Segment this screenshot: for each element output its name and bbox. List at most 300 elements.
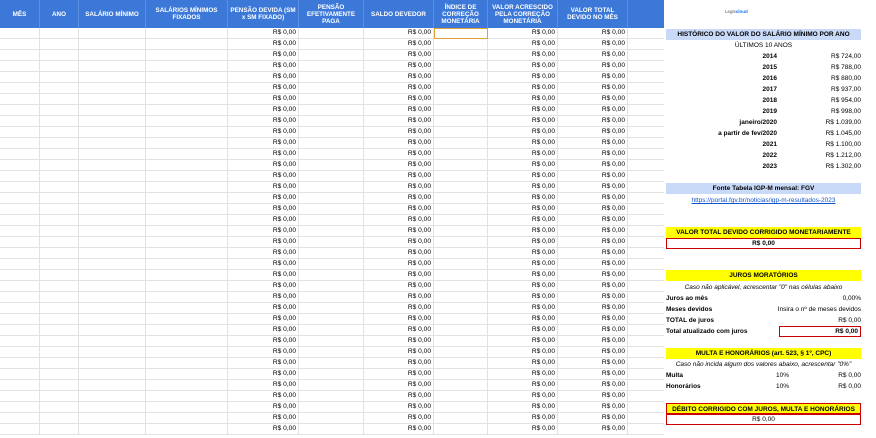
cell-saldo_devedor[interactable]: R$ 0,00 <box>364 72 434 83</box>
cell-valor_acrescido[interactable]: R$ 0,00 <box>488 28 558 39</box>
cell-valor_total[interactable]: R$ 0,00 <box>558 237 628 248</box>
cell-valor_acrescido[interactable]: R$ 0,00 <box>488 358 558 369</box>
cell-indice[interactable] <box>434 72 488 83</box>
cell-indice[interactable] <box>434 292 488 303</box>
cell-mes[interactable] <box>0 127 40 138</box>
cell-indice[interactable] <box>434 116 488 127</box>
cell-valor_acrescido[interactable]: R$ 0,00 <box>488 61 558 72</box>
cell-salario_minimo[interactable] <box>79 237 146 248</box>
valor-total-value[interactable]: R$ 0,00 <box>666 238 861 249</box>
cell-valor_total[interactable]: R$ 0,00 <box>558 138 628 149</box>
cell-indice[interactable] <box>434 171 488 182</box>
cell-mes[interactable] <box>0 336 40 347</box>
cell-pensao_paga[interactable] <box>299 116 364 127</box>
cell-pensao_devida[interactable]: R$ 0,00 <box>228 72 299 83</box>
cell-valor_acrescido[interactable]: R$ 0,00 <box>488 138 558 149</box>
cell-ano[interactable] <box>40 402 79 413</box>
cell-salario_minimo[interactable] <box>79 248 146 259</box>
cell-mes[interactable] <box>0 303 40 314</box>
cell-saldo_devedor[interactable]: R$ 0,00 <box>364 160 434 171</box>
cell-valor_total[interactable]: R$ 0,00 <box>558 160 628 171</box>
multa-pct[interactable]: 10% <box>776 372 790 379</box>
cell-salarios_fixados[interactable] <box>146 226 228 237</box>
cell-pensao_paga[interactable] <box>299 149 364 160</box>
cell-mes[interactable] <box>0 424 40 435</box>
header-ano[interactable]: ANO <box>40 0 79 28</box>
cell-mes[interactable] <box>0 270 40 281</box>
cell-valor_total[interactable]: R$ 0,00 <box>558 336 628 347</box>
cell-ano[interactable] <box>40 127 79 138</box>
cell-salario_minimo[interactable] <box>79 83 146 94</box>
cell-valor_acrescido[interactable]: R$ 0,00 <box>488 402 558 413</box>
cell-pensao_devida[interactable]: R$ 0,00 <box>228 281 299 292</box>
cell-indice[interactable] <box>434 347 488 358</box>
cell-valor_total[interactable]: R$ 0,00 <box>558 193 628 204</box>
cell-salarios_fixados[interactable] <box>146 160 228 171</box>
cell-pensao_devida[interactable]: R$ 0,00 <box>228 127 299 138</box>
cell-valor_acrescido[interactable]: R$ 0,00 <box>488 116 558 127</box>
cell-salarios_fixados[interactable] <box>146 61 228 72</box>
cell-pensao_paga[interactable] <box>299 303 364 314</box>
cell-salario_minimo[interactable] <box>79 292 146 303</box>
cell-mes[interactable] <box>0 380 40 391</box>
cell-indice[interactable] <box>434 358 488 369</box>
cell-pensao_devida[interactable]: R$ 0,00 <box>228 182 299 193</box>
cell-ano[interactable] <box>40 413 79 424</box>
cell-mes[interactable] <box>0 61 40 72</box>
cell-ano[interactable] <box>40 215 79 226</box>
cell-ano[interactable] <box>40 171 79 182</box>
cell-saldo_devedor[interactable]: R$ 0,00 <box>364 292 434 303</box>
cell-mes[interactable] <box>0 413 40 424</box>
cell-salarios_fixados[interactable] <box>146 325 228 336</box>
cell-valor_acrescido[interactable]: R$ 0,00 <box>488 105 558 116</box>
cell-salarios_fixados[interactable] <box>146 336 228 347</box>
cell-salarios_fixados[interactable] <box>146 270 228 281</box>
cell-indice[interactable] <box>434 270 488 281</box>
cell-salario_minimo[interactable] <box>79 424 146 435</box>
cell-salario_minimo[interactable] <box>79 127 146 138</box>
cell-indice[interactable] <box>434 28 488 39</box>
cell-saldo_devedor[interactable]: R$ 0,00 <box>364 138 434 149</box>
cell-salario_minimo[interactable] <box>79 61 146 72</box>
debito-value[interactable]: R$ 0,00 <box>666 414 861 425</box>
cell-valor_acrescido[interactable]: R$ 0,00 <box>488 270 558 281</box>
cell-valor_total[interactable]: R$ 0,00 <box>558 358 628 369</box>
cell-pensao_paga[interactable] <box>299 160 364 171</box>
cell-valor_total[interactable]: R$ 0,00 <box>558 292 628 303</box>
cell-saldo_devedor[interactable]: R$ 0,00 <box>364 336 434 347</box>
cell-pensao_devida[interactable]: R$ 0,00 <box>228 369 299 380</box>
cell-pensao_paga[interactable] <box>299 369 364 380</box>
cell-valor_total[interactable]: R$ 0,00 <box>558 61 628 72</box>
cell-salarios_fixados[interactable] <box>146 259 228 270</box>
cell-valor_acrescido[interactable]: R$ 0,00 <box>488 336 558 347</box>
cell-valor_total[interactable]: R$ 0,00 <box>558 402 628 413</box>
cell-indice[interactable] <box>434 325 488 336</box>
cell-indice[interactable] <box>434 314 488 325</box>
cell-indice[interactable] <box>434 138 488 149</box>
cell-mes[interactable] <box>0 292 40 303</box>
juros-mes-value[interactable]: 0,00% <box>842 295 861 302</box>
cell-valor_acrescido[interactable]: R$ 0,00 <box>488 237 558 248</box>
cell-salario_minimo[interactable] <box>79 215 146 226</box>
cell-salarios_fixados[interactable] <box>146 303 228 314</box>
cell-mes[interactable] <box>0 28 40 39</box>
cell-valor_acrescido[interactable]: R$ 0,00 <box>488 50 558 61</box>
cell-pensao_devida[interactable]: R$ 0,00 <box>228 160 299 171</box>
cell-indice[interactable] <box>434 402 488 413</box>
cell-valor_total[interactable]: R$ 0,00 <box>558 424 628 435</box>
cell-salario_minimo[interactable] <box>79 303 146 314</box>
cell-saldo_devedor[interactable]: R$ 0,00 <box>364 303 434 314</box>
cell-salarios_fixados[interactable] <box>146 182 228 193</box>
cell-saldo_devedor[interactable]: R$ 0,00 <box>364 413 434 424</box>
cell-ano[interactable] <box>40 138 79 149</box>
cell-saldo_devedor[interactable]: R$ 0,00 <box>364 215 434 226</box>
cell-salario_minimo[interactable] <box>79 336 146 347</box>
cell-valor_acrescido[interactable]: R$ 0,00 <box>488 380 558 391</box>
cell-valor_total[interactable]: R$ 0,00 <box>558 325 628 336</box>
cell-ano[interactable] <box>40 336 79 347</box>
cell-valor_total[interactable]: R$ 0,00 <box>558 270 628 281</box>
cell-valor_acrescido[interactable]: R$ 0,00 <box>488 72 558 83</box>
cell-saldo_devedor[interactable]: R$ 0,00 <box>364 259 434 270</box>
cell-indice[interactable] <box>434 105 488 116</box>
cell-ano[interactable] <box>40 72 79 83</box>
cell-salario_minimo[interactable] <box>79 270 146 281</box>
cell-indice[interactable] <box>434 94 488 105</box>
cell-valor_total[interactable]: R$ 0,00 <box>558 281 628 292</box>
header-pensao-devida[interactable]: PENSÃO DEVIDA (SM x SM FIXADO) <box>228 0 299 28</box>
cell-mes[interactable] <box>0 226 40 237</box>
header-mes[interactable]: MÊS <box>0 0 40 28</box>
cell-mes[interactable] <box>0 281 40 292</box>
cell-salarios_fixados[interactable] <box>146 171 228 182</box>
cell-valor_total[interactable]: R$ 0,00 <box>558 204 628 215</box>
total-juros-value[interactable]: R$ 0,00 <box>838 317 861 324</box>
cell-saldo_devedor[interactable]: R$ 0,00 <box>364 226 434 237</box>
cell-pensao_devida[interactable]: R$ 0,00 <box>228 248 299 259</box>
cell-saldo_devedor[interactable]: R$ 0,00 <box>364 237 434 248</box>
cell-ano[interactable] <box>40 149 79 160</box>
cell-salarios_fixados[interactable] <box>146 127 228 138</box>
cell-valor_acrescido[interactable]: R$ 0,00 <box>488 39 558 50</box>
cell-ano[interactable] <box>40 204 79 215</box>
header-saldo-devedor[interactable]: SALDO DEVEDOR <box>364 0 434 28</box>
cell-salarios_fixados[interactable] <box>146 149 228 160</box>
cell-ano[interactable] <box>40 28 79 39</box>
cell-salarios_fixados[interactable] <box>146 424 228 435</box>
cell-indice[interactable] <box>434 369 488 380</box>
header-valor-total[interactable]: VALOR TOTAL DEVIDO NO MÊS <box>558 0 628 28</box>
cell-saldo_devedor[interactable]: R$ 0,00 <box>364 391 434 402</box>
cell-salario_minimo[interactable] <box>79 369 146 380</box>
cell-valor_total[interactable]: R$ 0,00 <box>558 28 628 39</box>
cell-salarios_fixados[interactable] <box>146 281 228 292</box>
cell-salarios_fixados[interactable] <box>146 94 228 105</box>
cell-mes[interactable] <box>0 248 40 259</box>
cell-ano[interactable] <box>40 325 79 336</box>
cell-pensao_paga[interactable] <box>299 237 364 248</box>
cell-mes[interactable] <box>0 105 40 116</box>
cell-salario_minimo[interactable] <box>79 182 146 193</box>
cell-valor_total[interactable]: R$ 0,00 <box>558 226 628 237</box>
cell-indice[interactable] <box>434 424 488 435</box>
cell-ano[interactable] <box>40 50 79 61</box>
cell-salario_minimo[interactable] <box>79 28 146 39</box>
cell-salarios_fixados[interactable] <box>146 369 228 380</box>
cell-valor_total[interactable]: R$ 0,00 <box>558 369 628 380</box>
cell-ano[interactable] <box>40 270 79 281</box>
cell-valor_acrescido[interactable]: R$ 0,00 <box>488 83 558 94</box>
cell-mes[interactable] <box>0 171 40 182</box>
cell-mes[interactable] <box>0 138 40 149</box>
cell-saldo_devedor[interactable]: R$ 0,00 <box>364 270 434 281</box>
cell-indice[interactable] <box>434 204 488 215</box>
cell-pensao_devida[interactable]: R$ 0,00 <box>228 391 299 402</box>
cell-indice[interactable] <box>434 281 488 292</box>
cell-mes[interactable] <box>0 116 40 127</box>
cell-pensao_devida[interactable]: R$ 0,00 <box>228 28 299 39</box>
cell-saldo_devedor[interactable]: R$ 0,00 <box>364 325 434 336</box>
cell-pensao_paga[interactable] <box>299 61 364 72</box>
cell-salario_minimo[interactable] <box>79 193 146 204</box>
cell-mes[interactable] <box>0 182 40 193</box>
cell-valor_acrescido[interactable]: R$ 0,00 <box>488 226 558 237</box>
cell-valor_acrescido[interactable]: R$ 0,00 <box>488 347 558 358</box>
cell-ano[interactable] <box>40 39 79 50</box>
cell-indice[interactable] <box>434 303 488 314</box>
cell-saldo_devedor[interactable]: R$ 0,00 <box>364 61 434 72</box>
cell-mes[interactable] <box>0 193 40 204</box>
cell-salarios_fixados[interactable] <box>146 138 228 149</box>
cell-pensao_paga[interactable] <box>299 226 364 237</box>
cell-salarios_fixados[interactable] <box>146 391 228 402</box>
cell-pensao_paga[interactable] <box>299 424 364 435</box>
cell-pensao_paga[interactable] <box>299 105 364 116</box>
cell-pensao_paga[interactable] <box>299 28 364 39</box>
cell-indice[interactable] <box>434 160 488 171</box>
cell-saldo_devedor[interactable]: R$ 0,00 <box>364 369 434 380</box>
cell-ano[interactable] <box>40 182 79 193</box>
cell-pensao_devida[interactable]: R$ 0,00 <box>228 270 299 281</box>
cell-pensao_devida[interactable]: R$ 0,00 <box>228 424 299 435</box>
honorarios-value[interactable]: R$ 0,00 <box>838 383 861 390</box>
cell-pensao_devida[interactable]: R$ 0,00 <box>228 215 299 226</box>
cell-pensao_paga[interactable] <box>299 138 364 149</box>
cell-salario_minimo[interactable] <box>79 402 146 413</box>
cell-ano[interactable] <box>40 314 79 325</box>
cell-salarios_fixados[interactable] <box>146 292 228 303</box>
cell-mes[interactable] <box>0 402 40 413</box>
cell-salario_minimo[interactable] <box>79 39 146 50</box>
cell-valor_total[interactable]: R$ 0,00 <box>558 314 628 325</box>
cell-pensao_devida[interactable]: R$ 0,00 <box>228 193 299 204</box>
cell-valor_acrescido[interactable]: R$ 0,00 <box>488 325 558 336</box>
cell-mes[interactable] <box>0 369 40 380</box>
cell-saldo_devedor[interactable]: R$ 0,00 <box>364 248 434 259</box>
cell-mes[interactable] <box>0 358 40 369</box>
cell-saldo_devedor[interactable]: R$ 0,00 <box>364 94 434 105</box>
cell-pensao_devida[interactable]: R$ 0,00 <box>228 380 299 391</box>
cell-salario_minimo[interactable] <box>79 149 146 160</box>
cell-mes[interactable] <box>0 391 40 402</box>
cell-ano[interactable] <box>40 248 79 259</box>
cell-valor_total[interactable]: R$ 0,00 <box>558 259 628 270</box>
cell-ano[interactable] <box>40 391 79 402</box>
cell-valor_acrescido[interactable]: R$ 0,00 <box>488 215 558 226</box>
cell-pensao_paga[interactable] <box>299 292 364 303</box>
cell-salarios_fixados[interactable] <box>146 83 228 94</box>
cell-pensao_devida[interactable]: R$ 0,00 <box>228 171 299 182</box>
cell-pensao_paga[interactable] <box>299 127 364 138</box>
honorarios-pct[interactable]: 10% <box>776 383 790 390</box>
cell-valor_total[interactable]: R$ 0,00 <box>558 50 628 61</box>
cell-valor_total[interactable]: R$ 0,00 <box>558 171 628 182</box>
cell-mes[interactable] <box>0 314 40 325</box>
cell-mes[interactable] <box>0 347 40 358</box>
cell-salario_minimo[interactable] <box>79 380 146 391</box>
cell-ano[interactable] <box>40 61 79 72</box>
cell-mes[interactable] <box>0 237 40 248</box>
cell-valor_acrescido[interactable]: R$ 0,00 <box>488 259 558 270</box>
cell-pensao_paga[interactable] <box>299 39 364 50</box>
cell-pensao_devida[interactable]: R$ 0,00 <box>228 358 299 369</box>
multa-value[interactable]: R$ 0,00 <box>838 372 861 379</box>
cell-valor_total[interactable]: R$ 0,00 <box>558 391 628 402</box>
cell-ano[interactable] <box>40 83 79 94</box>
cell-pensao_devida[interactable]: R$ 0,00 <box>228 413 299 424</box>
cell-salarios_fixados[interactable] <box>146 402 228 413</box>
cell-ano[interactable] <box>40 259 79 270</box>
cell-valor_total[interactable]: R$ 0,00 <box>558 413 628 424</box>
meses-value[interactable]: Insira o nº de meses devidos <box>777 306 861 313</box>
cell-pensao_devida[interactable]: R$ 0,00 <box>228 116 299 127</box>
cell-valor_acrescido[interactable]: R$ 0,00 <box>488 149 558 160</box>
cell-pensao_devida[interactable]: R$ 0,00 <box>228 336 299 347</box>
cell-ano[interactable] <box>40 424 79 435</box>
cell-salario_minimo[interactable] <box>79 259 146 270</box>
cell-mes[interactable] <box>0 325 40 336</box>
cell-salario_minimo[interactable] <box>79 325 146 336</box>
atualizado-value[interactable]: R$ 0,00 <box>779 326 861 337</box>
cell-saldo_devedor[interactable]: R$ 0,00 <box>364 193 434 204</box>
cell-saldo_devedor[interactable]: R$ 0,00 <box>364 380 434 391</box>
cell-mes[interactable] <box>0 39 40 50</box>
cell-valor_acrescido[interactable]: R$ 0,00 <box>488 248 558 259</box>
cell-ano[interactable] <box>40 369 79 380</box>
cell-pensao_devida[interactable]: R$ 0,00 <box>228 204 299 215</box>
cell-salarios_fixados[interactable] <box>146 116 228 127</box>
cell-valor_acrescido[interactable]: R$ 0,00 <box>488 303 558 314</box>
cell-pensao_paga[interactable] <box>299 281 364 292</box>
cell-valor_acrescido[interactable]: R$ 0,00 <box>488 292 558 303</box>
cell-salarios_fixados[interactable] <box>146 347 228 358</box>
cell-pensao_devida[interactable]: R$ 0,00 <box>228 314 299 325</box>
cell-indice[interactable] <box>434 50 488 61</box>
cell-valor_total[interactable]: R$ 0,00 <box>558 72 628 83</box>
cell-valor_total[interactable]: R$ 0,00 <box>558 380 628 391</box>
cell-ano[interactable] <box>40 347 79 358</box>
cell-pensao_paga[interactable] <box>299 402 364 413</box>
header-salario-minimo[interactable]: SALÁRIO MÍNIMO <box>79 0 146 28</box>
cell-salario_minimo[interactable] <box>79 358 146 369</box>
cell-ano[interactable] <box>40 193 79 204</box>
cell-valor_total[interactable]: R$ 0,00 <box>558 127 628 138</box>
cell-saldo_devedor[interactable]: R$ 0,00 <box>364 281 434 292</box>
cell-valor_total[interactable]: R$ 0,00 <box>558 94 628 105</box>
cell-pensao_devida[interactable]: R$ 0,00 <box>228 226 299 237</box>
cell-valor_total[interactable]: R$ 0,00 <box>558 116 628 127</box>
cell-pensao_devida[interactable]: R$ 0,00 <box>228 292 299 303</box>
cell-salarios_fixados[interactable] <box>146 380 228 391</box>
cell-salarios_fixados[interactable] <box>146 215 228 226</box>
cell-valor_acrescido[interactable]: R$ 0,00 <box>488 314 558 325</box>
cell-ano[interactable] <box>40 292 79 303</box>
cell-pensao_paga[interactable] <box>299 215 364 226</box>
cell-pensao_devida[interactable]: R$ 0,00 <box>228 94 299 105</box>
cell-mes[interactable] <box>0 204 40 215</box>
cell-pensao_paga[interactable] <box>299 259 364 270</box>
cell-valor_total[interactable]: R$ 0,00 <box>558 215 628 226</box>
cell-saldo_devedor[interactable]: R$ 0,00 <box>364 28 434 39</box>
cell-pensao_paga[interactable] <box>299 314 364 325</box>
cell-valor_total[interactable]: R$ 0,00 <box>558 347 628 358</box>
cell-salarios_fixados[interactable] <box>146 72 228 83</box>
cell-indice[interactable] <box>434 149 488 160</box>
cell-saldo_devedor[interactable]: R$ 0,00 <box>364 83 434 94</box>
cell-pensao_devida[interactable]: R$ 0,00 <box>228 105 299 116</box>
cell-valor_acrescido[interactable]: R$ 0,00 <box>488 204 558 215</box>
cell-valor_total[interactable]: R$ 0,00 <box>558 105 628 116</box>
cell-pensao_paga[interactable] <box>299 94 364 105</box>
cell-salario_minimo[interactable] <box>79 138 146 149</box>
cell-ano[interactable] <box>40 303 79 314</box>
cell-valor_acrescido[interactable]: R$ 0,00 <box>488 369 558 380</box>
header-indice[interactable]: ÍNDICE DE CORREÇÃO MONETÁRIA <box>434 0 488 28</box>
cell-ano[interactable] <box>40 94 79 105</box>
cell-valor_total[interactable]: R$ 0,00 <box>558 83 628 94</box>
cell-pensao_paga[interactable] <box>299 182 364 193</box>
cell-pensao_paga[interactable] <box>299 336 364 347</box>
cell-ano[interactable] <box>40 380 79 391</box>
cell-salarios_fixados[interactable] <box>146 193 228 204</box>
cell-indice[interactable] <box>434 182 488 193</box>
cell-valor_acrescido[interactable]: R$ 0,00 <box>488 127 558 138</box>
fonte-link[interactable]: https://portal.fgv.br/noticias/igp-m-resultados-2023 <box>691 197 836 204</box>
cell-saldo_devedor[interactable]: R$ 0,00 <box>364 182 434 193</box>
cell-mes[interactable] <box>0 50 40 61</box>
cell-saldo_devedor[interactable]: R$ 0,00 <box>364 204 434 215</box>
cell-salarios_fixados[interactable] <box>146 50 228 61</box>
cell-salario_minimo[interactable] <box>79 226 146 237</box>
cell-salarios_fixados[interactable] <box>146 204 228 215</box>
cell-indice[interactable] <box>434 248 488 259</box>
header-valor-acrescido[interactable]: VALOR ACRESCIDO PELA CORREÇÃO MONETÁRIA <box>488 0 558 28</box>
cell-pensao_paga[interactable] <box>299 391 364 402</box>
cell-pensao_paga[interactable] <box>299 204 364 215</box>
cell-indice[interactable] <box>434 39 488 50</box>
cell-pensao_devida[interactable]: R$ 0,00 <box>228 50 299 61</box>
cell-ano[interactable] <box>40 105 79 116</box>
cell-pensao_devida[interactable]: R$ 0,00 <box>228 149 299 160</box>
cell-pensao_devida[interactable]: R$ 0,00 <box>228 138 299 149</box>
cell-salario_minimo[interactable] <box>79 116 146 127</box>
cell-pensao_paga[interactable] <box>299 248 364 259</box>
cell-mes[interactable] <box>0 160 40 171</box>
cell-mes[interactable] <box>0 259 40 270</box>
